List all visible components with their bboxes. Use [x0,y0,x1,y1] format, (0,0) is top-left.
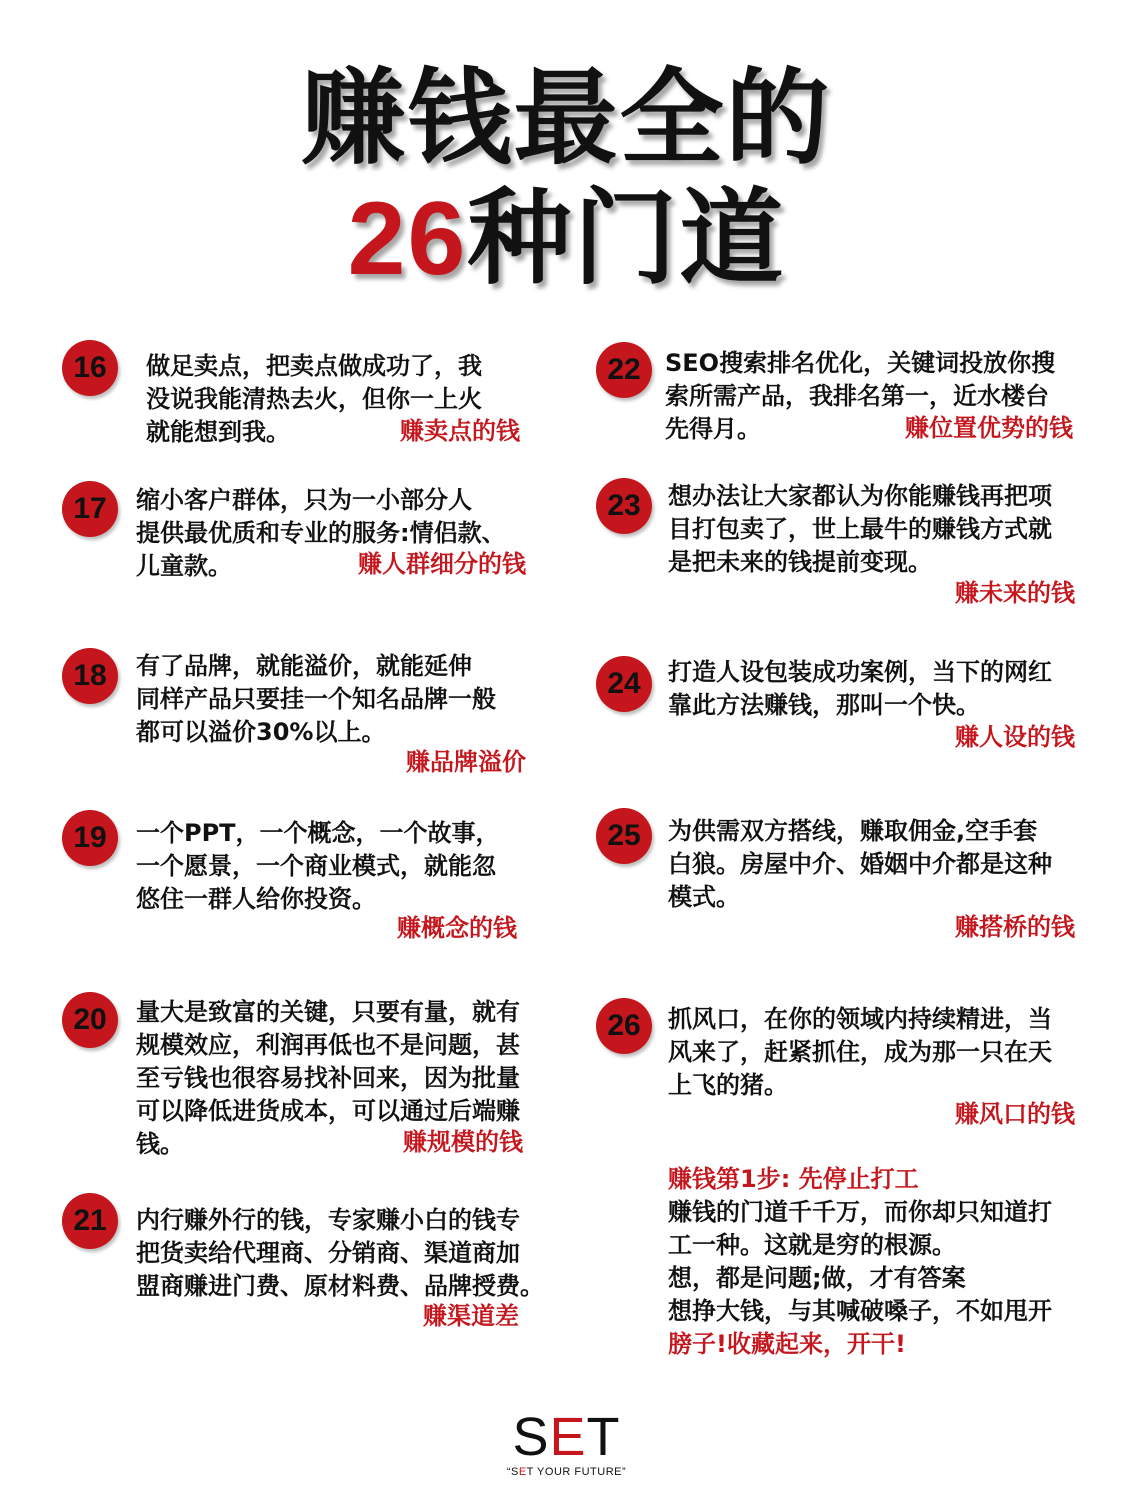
number-badge: 26 [596,998,652,1054]
title-number: 26 [347,181,468,297]
number-badge: 18 [62,648,118,704]
closing-line: 想，都是问题;做，才有答案 [668,1264,966,1292]
logo-mark: SET [512,1407,621,1467]
item-tag: 赚风口的钱 [955,1100,1075,1128]
item-text: 为供需双方搭线，赚取佣金,空手套 白狼。房屋中介、婚姻中介都是这种 模式。 [668,817,1052,911]
item-text: 量大是致富的关键，只要有量，就有 规模效应，利润再低也不是问题，甚 至亏钱也很容易找补回来，因为批量 可以降低进货成本，可以通过后端赚 钱。 [136,998,520,1158]
title-line2-text: 种门道 [467,177,786,299]
page-title-line2 [0,177,1133,299]
item-text: 内行赚外行的钱，专家赚小白的钱专 把货卖给代理商、分销商、渠道商加 盟商赚进门费、原材料费、品牌授费。 [136,1206,544,1300]
item-tag: 赚渠道差 [423,1302,519,1330]
item-tag: 赚规模的钱 [403,1128,523,1156]
item-text: 抓风口，在你的领域内持续精进，当 风来了，赶紧抓住，成为那一只在天 上飞的猪。 [668,1005,1052,1099]
brand-logo [0,1408,1133,1478]
closing-heading: 赚钱第1步: 先停止打工 [668,1165,919,1193]
item-text: 打造人设包装成功案例，当下的网红 靠此方法赚钱，那叫一个快。 [668,658,1052,719]
item-text: 缩小客户群体，只为一小部分人 提供最优质和专业的服务:情侣款、 儿童款。 [136,486,506,580]
logo-slogan: “SET YOUR FUTURE” [506,1466,627,1478]
item-tag: 赚位置优势的钱 [905,414,1073,442]
item-text: SEO搜索排名优化，关键词投放你搜 索所需产品，我排名第一，近水楼台 先得月。 [665,349,1056,443]
item-tag: 赚搭桥的钱 [955,913,1075,941]
number-badge: 25 [596,808,652,864]
item-tag: 赚品牌溢价 [406,748,526,776]
item-tag: 赚卖点的钱 [400,417,520,445]
page-title-line1: 赚钱最全的 [301,57,832,179]
closing-note [668,1163,1052,1361]
number-badge: 23 [596,478,652,534]
item-text: 想办法让大家都认为你能赚钱再把项 目打包卖了，世上最牛的赚钱方式就 是把未来的钱提前变现。 [668,482,1052,576]
number-badge: 21 [62,1193,118,1249]
number-badge: 17 [62,481,118,537]
number-badge: 16 [62,340,118,396]
item-tag: 赚人设的钱 [955,723,1075,751]
closing-line: 赚钱的门道千千万，而你却只知道打 [668,1198,1052,1226]
closing-final: 膀子!收藏起来，开干! [668,1330,906,1358]
item-text: 一个PPT，一个概念，一个故事， 一个愿景，一个商业模式，就能忽 悠住一群人给你投资。 [136,819,500,913]
number-badge: 19 [62,810,118,866]
number-badge: 24 [596,656,652,712]
number-badge: 20 [62,992,118,1048]
number-badge: 22 [596,342,652,398]
item-tag: 赚概念的钱 [397,914,517,942]
closing-line: 想挣大钱，与其喊破嗓子，不如甩开 [668,1297,1052,1325]
item-tag: 赚人群细分的钱 [358,550,526,578]
closing-line: 工一种。这就是穷的根源。 [668,1231,956,1259]
item-text: 有了品牌，就能溢价，就能延伸 同样产品只要挂一个知名品牌一般 都可以溢价30%以上。 [136,652,496,746]
item-text: 做足卖点，把卖点做成功了，我 没说我能清热去火，但你一上火 就能想到我。 [146,352,482,446]
item-tag: 赚未来的钱 [955,579,1075,607]
